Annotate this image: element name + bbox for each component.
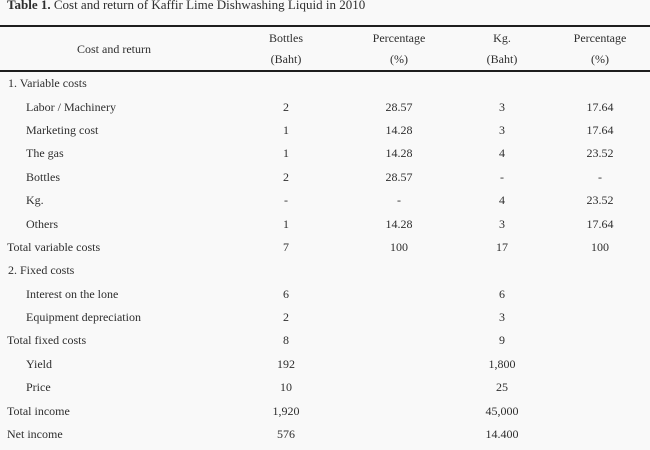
row-value-bottles-baht: 2 (283, 310, 289, 325)
column-header-percentage-kg-line1: Percentage (573, 31, 627, 45)
column-header-percentage-bottles-line2: (%) (390, 52, 408, 66)
row-label: Marketing cost (26, 122, 99, 137)
column-header-percentage-kg-line2: (%) (591, 52, 609, 66)
row-value-bottles-baht: 576 (277, 427, 295, 442)
row-label: Others (26, 216, 58, 231)
row-value-bottles-percentage: 14.28 (385, 122, 413, 137)
row-label: Net income (7, 427, 63, 442)
row-value-kg-percentage: - (598, 169, 602, 184)
row-label: Yield (26, 356, 52, 371)
row-value-bottles-baht: 1,920 (272, 403, 300, 418)
column-header-kg-line1: Kg. (493, 31, 511, 45)
table-row (0, 72, 650, 95)
row-value-kg-baht: 4 (499, 146, 505, 161)
column-header-bottles-line1: Bottles (268, 31, 303, 45)
row-value-kg-baht: - (500, 169, 504, 184)
table-row (0, 329, 650, 352)
table-row (0, 423, 650, 446)
row-value-bottles-baht: 7 (283, 239, 289, 254)
column-header-kg-line2: (Baht) (486, 52, 518, 66)
table-row (0, 119, 650, 142)
row-value-kg-baht: 25 (496, 380, 508, 395)
column-header-kg (454, 27, 550, 70)
row-value-kg-baht: 45,000 (485, 403, 519, 418)
table-caption (0, 0, 650, 25)
row-value-bottles-percentage: 28.57 (385, 169, 413, 184)
row-label: Total income (7, 403, 70, 418)
row-value-bottles-baht: 2 (283, 169, 289, 184)
table-row (0, 353, 650, 376)
row-value-bottles-baht: - (284, 193, 288, 208)
row-value-bottles-baht: 1 (283, 146, 289, 161)
table-row (0, 236, 650, 259)
row-value-kg-baht: 1,800 (488, 356, 516, 371)
column-header-bottles (228, 27, 344, 70)
row-value-kg-percentage: 17.64 (586, 99, 614, 114)
row-label: Labor / Machinery (26, 99, 116, 114)
table-row (0, 142, 650, 165)
row-value-bottles-percentage: 14.28 (385, 146, 413, 161)
row-value-bottles-percentage: 28.57 (385, 99, 413, 114)
row-value-kg-baht: 6 (499, 286, 505, 301)
table-row (0, 306, 650, 329)
row-value-bottles-percentage: 100 (390, 239, 408, 254)
row-value-kg-baht: 9 (499, 333, 505, 348)
table-header-row (0, 25, 650, 72)
table-row (0, 95, 650, 118)
column-header-percentage-kg (550, 27, 650, 70)
row-value-bottles-baht: 10 (280, 380, 292, 395)
column-header-bottles-line2: (Baht) (270, 52, 302, 66)
row-value-bottles-percentage: - (397, 193, 401, 208)
table-row (0, 189, 650, 212)
row-value-bottles-baht: 192 (277, 356, 295, 371)
row-label: Total variable costs (7, 239, 101, 254)
column-header-percentage-bottles (344, 27, 454, 70)
column-header-cost-and-return: Cost and return (77, 41, 151, 56)
row-value-kg-baht: 3 (499, 216, 505, 231)
table-row (0, 212, 650, 235)
row-label: Total fixed costs (7, 333, 87, 348)
row-label: Interest on the lone (26, 286, 119, 301)
row-label: Bottles (26, 169, 61, 184)
row-label: 2. Fixed costs (8, 263, 75, 278)
row-label: Kg. (26, 193, 44, 208)
table-row (0, 166, 650, 189)
row-label: The gas (26, 146, 64, 161)
column-header-percentage-bottles-line1: Percentage (372, 31, 426, 45)
table-row (0, 376, 650, 399)
row-value-kg-baht: 3 (499, 310, 505, 325)
row-value-kg-baht: 4 (499, 193, 505, 208)
row-label: Price (26, 380, 51, 395)
row-value-kg-baht: 3 (499, 99, 505, 114)
table-caption-number: Table 1. (7, 0, 51, 12)
row-label: 1. Variable costs (8, 76, 87, 91)
row-value-kg-percentage: 23.52 (586, 146, 614, 161)
row-value-kg-baht: 17 (496, 239, 508, 254)
row-value-bottles-baht: 6 (283, 286, 289, 301)
row-value-kg-baht: 14.400 (485, 427, 519, 442)
row-value-kg-percentage: 17.64 (586, 216, 614, 231)
row-value-bottles-baht: 2 (283, 99, 289, 114)
table-row (0, 283, 650, 306)
table-row (0, 259, 650, 282)
table-caption-text: Cost and return of Kaffir Lime Dishwashing Liquid in 2010 (50, 0, 366, 12)
row-value-kg-baht: 3 (499, 122, 505, 137)
row-value-kg-percentage: 17.64 (586, 122, 614, 137)
row-value-kg-percentage: 23.52 (586, 193, 614, 208)
row-value-bottles-baht: 1 (283, 216, 289, 231)
table-body (0, 72, 650, 446)
table-row (0, 399, 650, 422)
row-value-bottles-baht: 1 (283, 122, 289, 137)
row-label: Equipment depreciation (26, 310, 141, 325)
row-value-bottles-percentage: 14.28 (385, 216, 413, 231)
row-value-kg-percentage: 100 (591, 239, 609, 254)
row-value-bottles-baht: 8 (283, 333, 289, 348)
